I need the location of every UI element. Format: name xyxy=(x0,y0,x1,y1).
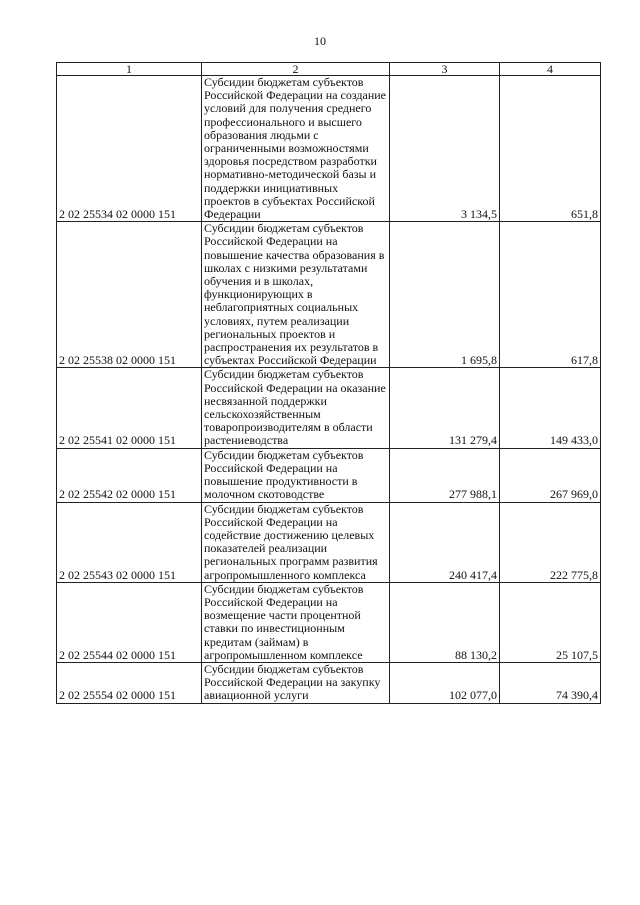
revenue-description: Субсидии бюджетам субъектов Российской Федерации на оказание несвязанной поддержки сельскохозяйственным товаропроизводителям в области растениеводства xyxy=(202,368,390,448)
revenue-description: Субсидии бюджетам субъектов Российской Федерации на повышение качества образования в школах с низкими результатами обучения и в школах, функционирующих в неблагоприятных социальных условиях, путем реализации региональных проектов и распространения их результатов в субъектах Российской Федерации xyxy=(202,222,390,368)
revenue-code: 2 02 25542 02 0000 151 xyxy=(57,448,202,502)
revenue-code: 2 02 25538 02 0000 151 xyxy=(57,222,202,368)
revenue-code: 2 02 25541 02 0000 151 xyxy=(57,368,202,448)
revenue-code: 2 02 25534 02 0000 151 xyxy=(57,76,202,222)
revenue-description: Субсидии бюджетам субъектов Российской Федерации на возмещение части процентной ставки по инвестиционным кредитам (займам) в агропромышленном комплексе xyxy=(202,582,390,662)
amount-col3: 240 417,4 xyxy=(390,502,500,582)
amount-col4: 149 433,0 xyxy=(500,368,601,448)
column-header-2: 2 xyxy=(202,63,390,76)
column-header-1: 1 xyxy=(57,63,202,76)
amount-col3: 131 279,4 xyxy=(390,368,500,448)
revenue-description: Субсидии бюджетам субъектов Российской Федерации на повышение продуктивности в молочном скотоводстве xyxy=(202,448,390,502)
table-row xyxy=(57,222,601,368)
amount-col4: 25 107,5 xyxy=(500,582,601,662)
revenue-code: 2 02 25554 02 0000 151 xyxy=(57,662,202,703)
table-row xyxy=(57,662,601,703)
table-row xyxy=(57,368,601,448)
table-row xyxy=(57,502,601,582)
column-header-4: 4 xyxy=(500,63,601,76)
revenue-code: 2 02 25543 02 0000 151 xyxy=(57,502,202,582)
amount-col3: 1 695,8 xyxy=(390,222,500,368)
table-row xyxy=(57,582,601,662)
amount-col4: 617,8 xyxy=(500,222,601,368)
amount-col4: 651,8 xyxy=(500,76,601,222)
amount-col3: 102 077,0 xyxy=(390,662,500,703)
budget-table xyxy=(56,62,601,704)
amount-col3: 277 988,1 xyxy=(390,448,500,502)
amount-col4: 74 390,4 xyxy=(500,662,601,703)
amount-col3: 3 134,5 xyxy=(390,76,500,222)
table-row xyxy=(57,448,601,502)
amount-col4: 267 969,0 xyxy=(500,448,601,502)
column-header-3: 3 xyxy=(390,63,500,76)
revenue-description: Субсидии бюджетам субъектов Российской Федерации на содействие достижению целевых показателей реализации региональных программ развития агропромышленного комплекса xyxy=(202,502,390,582)
page-number: 10 xyxy=(314,34,326,48)
table-header-row xyxy=(57,63,601,76)
revenue-code: 2 02 25544 02 0000 151 xyxy=(57,582,202,662)
amount-col3: 88 130,2 xyxy=(390,582,500,662)
table-row xyxy=(57,76,601,222)
revenue-description: Субсидии бюджетам субъектов Российской Федерации на создание условий для получения среднего профессионального и высшего образования людьми с ограниченными возможностями здоровья посредством разработки нормативно-методической базы и поддержки инициативных проектов в субъектах Российской Федерации xyxy=(202,76,390,222)
amount-col4: 222 775,8 xyxy=(500,502,601,582)
revenue-description: Субсидии бюджетам субъектов Российской Федерации на закупку авиационной услуги xyxy=(202,662,390,703)
